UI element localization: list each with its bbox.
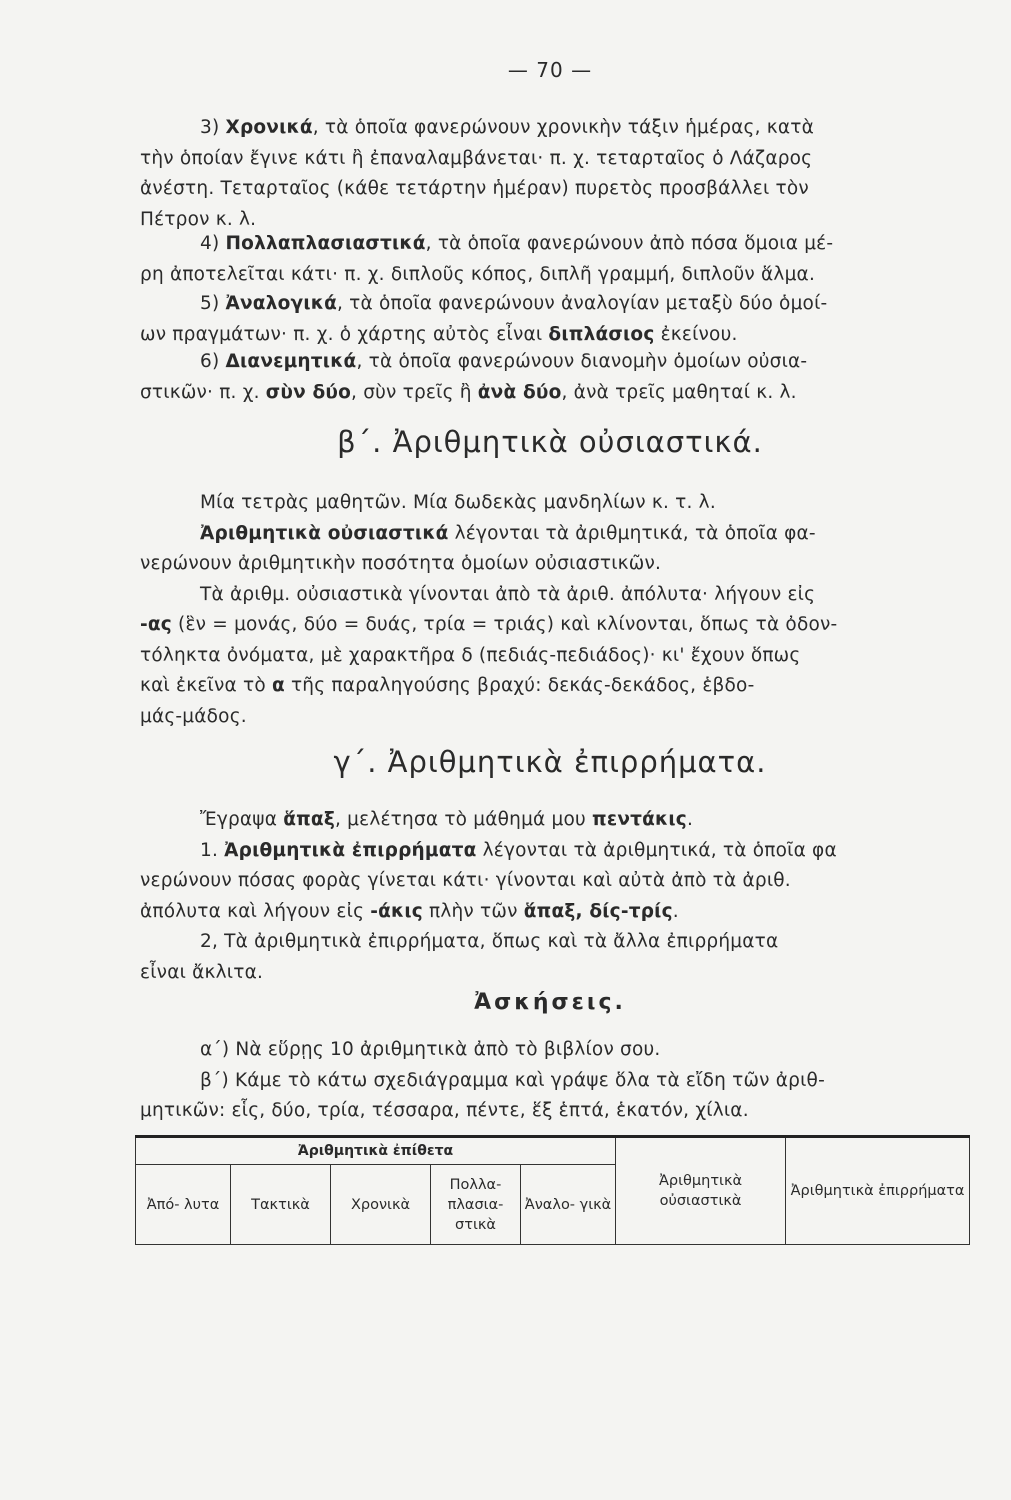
text-line: πλὴν τῶν bbox=[422, 900, 524, 922]
text-line: ἀπόλυτα καὶ λήγουν εἰς bbox=[140, 900, 371, 922]
term-bold: Χρονικά bbox=[225, 117, 313, 138]
section-b-body bbox=[140, 488, 975, 732]
item-number: 5) bbox=[200, 293, 220, 314]
text-line: , τὰ ὁποῖα φανερώνουν χρονικὴν τάξιν ἡμέρας, κατὰ bbox=[312, 117, 814, 138]
numerals-table bbox=[135, 1135, 969, 1245]
text-line: τὴν ὁποίαν ἔγινε κάτι ἢ ἐπαναλαμβάνεται· π. χ. τεταρταῖος ὁ Λάζαρος bbox=[140, 147, 813, 169]
text-line: , τὰ ὁποῖα φανερώνουν ἀπὸ πόσα ὅμοια μέ- bbox=[425, 233, 834, 254]
item-number: 4) bbox=[200, 233, 220, 254]
item-pollaplasiastika bbox=[140, 229, 975, 290]
text-line: ἐκείνου. bbox=[654, 323, 738, 345]
text-line: 2, Τὰ ἀριθμητικὰ ἐπιρρήματα, ὅπως καὶ τὰ ἄλλα ἐπιρρήματα bbox=[200, 931, 779, 952]
exercise-a: α΄) Νὰ εὕρῃς 10 ἀριθμητικὰ ἀπὸ τὸ βιβλίον σου. bbox=[200, 1039, 661, 1060]
text-line: τόληκτα ὀνόματα, μὲ χαρακτῆρα δ (πεδιάς-πεδιάδος)· κι' ἔχουν ὅπως bbox=[140, 644, 801, 666]
text-line: λέγονται τὰ ἀριθμητικά, τὰ ὁποῖα φα- bbox=[448, 522, 816, 544]
exercise-b: β΄) Κάμε τὸ κάτω σχεδιάγραμμα καὶ γράψε ὅλα τὰ εἴδη τῶν ἀριθ- bbox=[200, 1069, 825, 1091]
term-bold: α bbox=[271, 675, 285, 696]
item-dianemitika bbox=[140, 347, 975, 408]
text-line: , τὰ ὁποῖα φανερώνουν διανομὴν ὁμοίων οὐσια- bbox=[356, 351, 808, 372]
text-line: ων πραγμάτων· π. χ. ὁ χάρτης αὐτὸς εἶναι bbox=[140, 323, 549, 345]
col-header-chronika: Χρονικὰ bbox=[331, 1165, 431, 1245]
text-line: καὶ ἐκεῖνα τὸ bbox=[140, 675, 272, 696]
text-line: , μελέτησα τὸ μάθημά μου bbox=[334, 809, 592, 830]
text-line: (ἓν = μονάς, δύο = δυάς, τρία = τριάς) καὶ κλίνονται, ὅπως τὰ ὀδον- bbox=[171, 614, 838, 635]
term-bold: σὺν δύο bbox=[265, 381, 352, 403]
text-line: μάς-μάδος. bbox=[140, 705, 247, 727]
text-line: νερώνουν ἀριθμητικὴν ποσότητα ὁμοίων οὐσιαστικῶν. bbox=[140, 553, 662, 574]
text-line: Ἔγραψα bbox=[200, 809, 284, 830]
col-header-adverbs: Ἀριθμητικὰ ἐπιρρήματα bbox=[786, 1137, 970, 1245]
term-bold: Διανεμητικά bbox=[225, 351, 357, 372]
term-bold: ἅπαξ, δίς-τρίς bbox=[523, 900, 673, 922]
item-number: 6) bbox=[200, 351, 220, 372]
term-bold: Ἀναλογικά bbox=[225, 293, 337, 314]
term-bold: -άκις bbox=[370, 900, 423, 922]
text-line: , σὺν τρεῖς ἢ bbox=[351, 381, 478, 403]
example-line: Μία τετρὰς μαθητῶν. Μία δωδεκὰς μανδηλίων κ. τ. λ. bbox=[200, 492, 716, 513]
item-number: 3) bbox=[200, 117, 220, 138]
section-c-body bbox=[140, 805, 975, 988]
col-header-analogika: Ἀναλο- γικὰ bbox=[521, 1165, 616, 1245]
text-line: Τὰ ἀριθμ. οὐσιαστικὰ γίνονται ἀπὸ τὰ ἀριθ. ἀπόλυτα· λήγουν εἰς bbox=[200, 583, 816, 605]
exercise-b-cont: μητικῶν: εἷς, δύο, τρία, τέσσαρα, πέντε, ἕξ ἑπτά, ἑκατόν, χίλια. bbox=[140, 1100, 749, 1121]
section-heading-b: β΄. Ἀριθμητικὰ οὐσιαστικά. bbox=[337, 425, 763, 459]
term-bold: Ἀριθμητικὰ οὐσιαστικά bbox=[200, 522, 449, 544]
item-chronika bbox=[140, 113, 975, 235]
text-line: . bbox=[686, 809, 694, 830]
text-line: , τὰ ὁποῖα φανερώνουν ἀναλογίαν μεταξὺ δύο ὁμοί- bbox=[337, 293, 828, 314]
text-line: ρη ἀποτελεῖται κάτι· π. χ. διπλοῦς κόπος, διπλῆ γραμμή, διπλοῦν ἅλμα. bbox=[140, 263, 816, 285]
item-number: 1. bbox=[200, 839, 225, 861]
group-header-adjectives: Ἀριθμητικὰ ἐπίθετα bbox=[136, 1137, 616, 1165]
section-heading-c: γ΄. Ἀριθμητικὰ ἐπιρρήματα. bbox=[333, 745, 767, 779]
page-number: — 70 — bbox=[507, 58, 593, 82]
term-bold: Ἀριθμητικὰ ἐπιρρήματα bbox=[224, 839, 477, 861]
term-bold: διπλάσιος bbox=[548, 323, 655, 345]
text-line: εἶναι ἄκλιτα. bbox=[140, 961, 264, 983]
text-line: λέγονται τὰ ἀριθμητικά, τὰ ὁποῖα φα bbox=[476, 839, 837, 861]
col-header-apolyta: Ἀπό- λυτα bbox=[136, 1165, 231, 1245]
text-line: ἀνέστη. Τεταρταῖος (κάθε τετάρτην ἡμέραν) πυρετὸς προσβάλλει τὸν bbox=[140, 178, 809, 199]
text-line: , ἀνὰ τρεῖς μαθηταί κ. λ. bbox=[561, 381, 797, 403]
col-header-taktika: Τακτικὰ bbox=[231, 1165, 331, 1245]
term-bold: Πολλαπλασιαστικά bbox=[225, 233, 426, 254]
term-bold: ἅπαξ bbox=[283, 809, 335, 830]
term-bold: -ας bbox=[140, 614, 172, 635]
exercises-body bbox=[140, 1035, 975, 1127]
exercises-heading: Ἀσκήσεις. bbox=[474, 990, 626, 1015]
col-header-substantives: Ἀριθμητικὰ οὐσιαστικὰ bbox=[616, 1137, 786, 1245]
text-line: . bbox=[672, 900, 679, 922]
text-line: στικῶν· π. χ. bbox=[140, 381, 266, 403]
text-line: Πέτρον κ. λ. bbox=[140, 208, 257, 230]
col-header-pollaplasiastika: Πολλα- πλασια- στικὰ bbox=[431, 1165, 521, 1245]
term-bold: ἀνὰ δύο bbox=[477, 381, 562, 403]
term-bold: πεντάκις bbox=[592, 809, 687, 830]
text-line: νερώνουν πόσας φορὰς γίνεται κάτι· γίνονται καὶ αὐτὰ ἀπὸ τὰ ἀριθ. bbox=[140, 870, 791, 891]
text-line: τῆς παραληγούσης βραχύ: δεκάς-δεκάδος, ἑβδο- bbox=[284, 675, 755, 696]
item-analogika bbox=[140, 289, 975, 350]
